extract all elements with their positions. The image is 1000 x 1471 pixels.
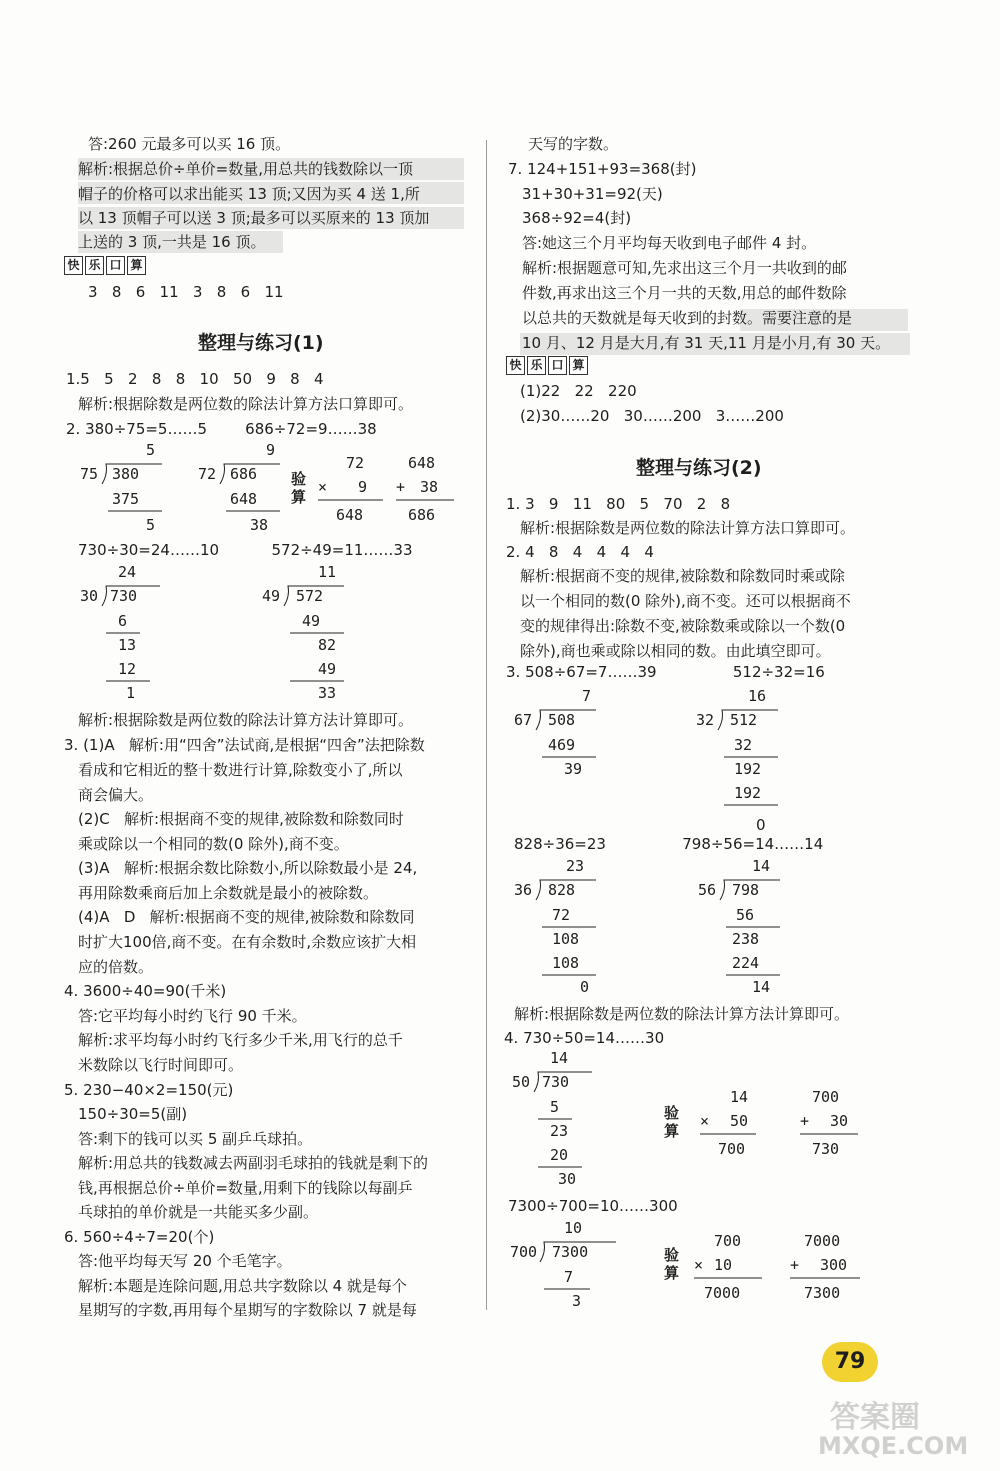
svg-text:375: 375 bbox=[112, 490, 140, 508]
section-title: 整理与练习(1) bbox=[198, 332, 324, 354]
svg-text:730: 730 bbox=[110, 587, 138, 605]
q3-item: (3)A 解析:根据余数比除数小,所以除数最小是 24, bbox=[78, 859, 418, 877]
analysis-line: 乓球拍的单价就是一共能买多少副。 bbox=[78, 1203, 319, 1221]
q3-item: 应的倍数。 bbox=[78, 958, 154, 976]
svg-text:82: 82 bbox=[318, 636, 337, 654]
analysis-line: 10 月、12 月是大月,有 31 天,11 月是小月,有 30 天。 bbox=[522, 334, 891, 352]
verify-addition bbox=[790, 1228, 870, 1308]
svg-text:×: × bbox=[700, 1112, 710, 1130]
kuaile-kousuan-badge bbox=[64, 256, 146, 275]
svg-text:730: 730 bbox=[542, 1073, 570, 1091]
svg-text:32: 32 bbox=[696, 711, 715, 729]
page-number: 79 bbox=[822, 1342, 878, 1382]
svg-text:14: 14 bbox=[752, 978, 771, 996]
svg-text:12: 12 bbox=[118, 660, 137, 678]
svg-text:192: 192 bbox=[734, 760, 762, 778]
svg-text:32: 32 bbox=[734, 736, 753, 754]
svg-text:572: 572 bbox=[296, 587, 324, 605]
svg-text:75: 75 bbox=[80, 465, 99, 483]
badge-char: 算 bbox=[127, 256, 146, 275]
analysis-line: 上送的 3 顶,一共是 16 顶。 bbox=[78, 233, 266, 251]
svg-text:0: 0 bbox=[580, 978, 590, 996]
kuaile-kousuan-badge bbox=[506, 356, 588, 375]
long-division-828-36 bbox=[514, 856, 604, 996]
analysis-line: 解析:根据除数是两位数的除法计算方法口算即可。 bbox=[520, 519, 856, 537]
q3-item: 3. (1)A 解析:用“四舍”法试商,是根据“四舍”法把除数 bbox=[64, 736, 425, 754]
answer-line: 答:260 元最多可以买 16 顶。 bbox=[88, 135, 291, 153]
q3-item: 时扩大100倍,商不变。在有余数时,余数应该扩大相 bbox=[78, 933, 417, 951]
svg-text:14: 14 bbox=[730, 1088, 749, 1106]
p2-answers: 2. 4 8 4 4 4 4 bbox=[506, 543, 654, 561]
analysis-line: 解析:根据总价÷单价=数量,用总共的钱数除以一顶 bbox=[78, 160, 413, 178]
svg-text:38: 38 bbox=[420, 478, 439, 496]
analysis-line: 天写的字数。 bbox=[528, 135, 619, 153]
analysis-line: 解析:根据商不变的规律,被除数和除数同时乘或除 bbox=[520, 567, 845, 585]
long-division-512-32 bbox=[696, 686, 786, 811]
svg-text:108: 108 bbox=[552, 954, 580, 972]
verify-addition bbox=[396, 450, 466, 530]
svg-text:700: 700 bbox=[714, 1232, 742, 1250]
svg-text:10: 10 bbox=[714, 1256, 733, 1274]
analysis-line: 解析:根据题意可知,先求出这三个月一共收到的邮 bbox=[522, 259, 847, 277]
badge-char: 乐 bbox=[527, 356, 546, 375]
svg-text:72: 72 bbox=[198, 465, 217, 483]
q5-equation: 150÷30=5(副) bbox=[78, 1105, 188, 1123]
p3-equations: 3. 508÷67=7……39 512÷32=16 bbox=[506, 663, 825, 681]
analysis-line: 解析:根据除数是两位数的除法计算方法计算即可。 bbox=[514, 1005, 850, 1023]
verify-label: 验算 bbox=[291, 470, 307, 506]
p4-equation: 4. 730÷50=14……30 bbox=[504, 1029, 665, 1047]
badge-char: 算 bbox=[569, 356, 588, 375]
badge-char: 快 bbox=[64, 256, 83, 275]
svg-text:11: 11 bbox=[318, 563, 337, 581]
badge-char: 口 bbox=[548, 356, 567, 375]
long-division-572-49 bbox=[262, 562, 352, 702]
verify-label: 验算 bbox=[664, 1246, 680, 1282]
badge-char: 口 bbox=[106, 256, 125, 275]
svg-text:+: + bbox=[800, 1112, 810, 1130]
watermark-logo: 答案圈 bbox=[830, 1400, 920, 1435]
analysis-line: 星期写的字数,再用每个星期写的字数除以 7 就是每 bbox=[78, 1301, 417, 1319]
svg-text:56: 56 bbox=[736, 906, 755, 924]
watermark-site: MXQE.COM bbox=[818, 1432, 969, 1460]
p1-answers: 1. 3 9 11 80 5 70 2 8 bbox=[506, 495, 731, 513]
svg-text:508: 508 bbox=[548, 711, 576, 729]
analysis-line: 解析:根据除数是两位数的除法计算方法口算即可。 bbox=[78, 395, 414, 413]
svg-text:108: 108 bbox=[552, 930, 580, 948]
svg-text:5: 5 bbox=[550, 1098, 560, 1116]
long-division-730-50 bbox=[512, 1048, 602, 1193]
analysis-line: 以 13 顶帽子可以送 3 顶;最多可以买原来的 13 顶加 bbox=[78, 209, 430, 227]
analysis-line: 除外),商也乘或除以相同的数。由此填空即可。 bbox=[520, 642, 831, 660]
svg-text:+: + bbox=[790, 1256, 800, 1274]
svg-text:7: 7 bbox=[564, 1268, 574, 1286]
svg-text:730: 730 bbox=[812, 1140, 840, 1158]
q3-item: (4)A D 解析:根据商不变的规律,被除数和除数同 bbox=[78, 908, 415, 926]
svg-text:13: 13 bbox=[118, 636, 137, 654]
analysis-line: 以总共的天数就是每天收到的封数。需要注意的是 bbox=[522, 309, 853, 327]
svg-text:10: 10 bbox=[564, 1219, 583, 1237]
svg-text:380: 380 bbox=[112, 465, 140, 483]
q1-answers: 1.5 5 2 8 8 10 50 9 8 4 bbox=[66, 370, 324, 388]
q7-equation: 31+30+31=92(天) bbox=[522, 185, 663, 203]
analysis-line: 帽子的价格可以求出能买 13 顶;又因为买 4 送 1,所 bbox=[78, 185, 420, 203]
svg-text:33: 33 bbox=[318, 684, 337, 702]
svg-text:39: 39 bbox=[564, 760, 583, 778]
svg-text:50: 50 bbox=[730, 1112, 749, 1130]
long-division-508-67 bbox=[514, 686, 604, 786]
svg-text:67: 67 bbox=[514, 711, 533, 729]
svg-text:56: 56 bbox=[698, 881, 717, 899]
verify-multiplication bbox=[700, 1084, 770, 1164]
p3-equations: 828÷36=23 798÷56=14……14 bbox=[514, 835, 824, 853]
svg-text:512: 512 bbox=[730, 711, 758, 729]
svg-text:7: 7 bbox=[582, 687, 592, 705]
q5-equation: 5. 230−40×2=150(元) bbox=[64, 1081, 234, 1099]
q2-equations: 730÷30=24……10 572÷49=11……33 bbox=[78, 541, 413, 559]
svg-text:648: 648 bbox=[408, 454, 436, 472]
svg-text:38: 38 bbox=[250, 516, 269, 534]
answer-line: 答:她这三个月平均每天收到电子邮件 4 封。 bbox=[522, 234, 817, 252]
svg-text:828: 828 bbox=[548, 881, 576, 899]
svg-text:49: 49 bbox=[318, 660, 337, 678]
svg-text:3: 3 bbox=[572, 1292, 582, 1310]
verify-multiplication bbox=[318, 450, 388, 530]
svg-text:20: 20 bbox=[550, 1146, 569, 1164]
svg-text:798: 798 bbox=[732, 881, 760, 899]
section-title: 整理与练习(2) bbox=[636, 457, 762, 479]
svg-text:224: 224 bbox=[732, 954, 760, 972]
badge-char: 快 bbox=[506, 356, 525, 375]
svg-text:49: 49 bbox=[302, 612, 321, 630]
svg-text:5: 5 bbox=[146, 516, 156, 534]
verify-label: 验算 bbox=[664, 1104, 680, 1140]
answer-line: 答:它平均每小时约飞行 90 千米。 bbox=[78, 1007, 307, 1025]
q7-equation: 368÷92=4(封) bbox=[522, 209, 632, 227]
analysis-line: 以一个相同的数(0 除外),商不变。还可以根据商不 bbox=[520, 592, 851, 610]
kousuan-answers: 3 8 6 11 3 8 6 11 bbox=[88, 283, 284, 301]
analysis-line: 件数,再求出这三个月一共的天数,用总的邮件数除 bbox=[522, 284, 847, 302]
q3-item: (2)C 解析:根据商不变的规律,被除数和除数同时 bbox=[78, 810, 404, 828]
verify-multiplication bbox=[694, 1228, 774, 1308]
svg-text:6: 6 bbox=[118, 612, 128, 630]
answer-line: 答:他平均每天写 20 个毛笔字。 bbox=[78, 1252, 292, 1270]
svg-text:9: 9 bbox=[266, 441, 276, 459]
q3-item: 看成和它相近的整十数进行计算,除数变小了,所以 bbox=[78, 761, 403, 779]
svg-text:36: 36 bbox=[514, 881, 533, 899]
svg-text:9: 9 bbox=[358, 478, 368, 496]
svg-text:23: 23 bbox=[550, 1122, 569, 1140]
svg-text:24: 24 bbox=[118, 563, 137, 581]
q4-equation: 4. 3600÷40=90(千米) bbox=[64, 982, 227, 1000]
svg-text:72: 72 bbox=[552, 906, 571, 924]
q6-equation: 6. 560÷4÷7=20(个) bbox=[64, 1228, 215, 1246]
svg-text:14: 14 bbox=[550, 1049, 569, 1067]
column-divider bbox=[486, 140, 487, 1310]
svg-text:30: 30 bbox=[830, 1112, 849, 1130]
long-division-7300-700 bbox=[510, 1218, 620, 1318]
svg-text:700: 700 bbox=[812, 1088, 840, 1106]
analysis-line: 解析:根据除数是两位数的除法计算方法计算即可。 bbox=[78, 711, 414, 729]
analysis-line: 解析:求平均每小时约飞行多少千米,用飞行的总千 bbox=[78, 1031, 403, 1049]
svg-text:×: × bbox=[318, 478, 328, 496]
svg-text:686: 686 bbox=[408, 506, 436, 524]
q3-item: 商会偏大。 bbox=[78, 786, 154, 804]
svg-text:7300: 7300 bbox=[552, 1243, 589, 1261]
svg-text:192: 192 bbox=[734, 784, 762, 802]
svg-text:30: 30 bbox=[558, 1170, 577, 1188]
analysis-line: 米数除以飞行时间即可。 bbox=[78, 1056, 244, 1074]
svg-text:16: 16 bbox=[748, 687, 767, 705]
long-division-798-56 bbox=[698, 856, 788, 996]
analysis-line: 解析:用总共的钱数减去两副羽毛球拍的钱就是剩下的 bbox=[78, 1154, 429, 1172]
analysis-line: 解析:本题是连除问题,用总共字数除以 4 就是每个 bbox=[78, 1277, 407, 1295]
svg-text:50: 50 bbox=[512, 1073, 531, 1091]
svg-text:300: 300 bbox=[820, 1256, 848, 1274]
svg-text:72: 72 bbox=[346, 454, 365, 472]
svg-text:700: 700 bbox=[718, 1140, 746, 1158]
svg-text:648: 648 bbox=[230, 490, 258, 508]
svg-text:7000: 7000 bbox=[804, 1232, 841, 1250]
svg-text:30: 30 bbox=[80, 587, 99, 605]
q3-item: 乘或除以一个相同的数(0 除外),商不变。 bbox=[78, 835, 349, 853]
svg-text:×: × bbox=[694, 1256, 704, 1274]
p4-equation: 7300÷700=10……300 bbox=[508, 1197, 678, 1215]
svg-text:686: 686 bbox=[230, 465, 258, 483]
verify-addition bbox=[800, 1084, 870, 1164]
remainder-zero: 0 bbox=[756, 816, 766, 834]
svg-text:7000: 7000 bbox=[704, 1284, 741, 1302]
analysis-line: 钱,再根据总价÷单价=数量,用剩下的钱除以每副乒 bbox=[78, 1179, 413, 1197]
svg-text:14: 14 bbox=[752, 857, 771, 875]
q3-item: 再用除数乘商后加上余数就是最小的被除数。 bbox=[78, 884, 379, 902]
svg-text:5: 5 bbox=[146, 441, 156, 459]
q2-equations: 2. 380÷75=5……5 686÷72=9……38 bbox=[66, 420, 377, 438]
svg-text:49: 49 bbox=[262, 587, 281, 605]
answer-line: 答:剩下的钱可以买 5 副乒乓球拍。 bbox=[78, 1130, 313, 1148]
analysis-line: 变的规律得出:除数不变,被除数乘或除以一个数(0 bbox=[520, 617, 846, 635]
long-division-686-72 bbox=[198, 440, 288, 540]
q7-equation: 7. 124+151+93=368(封) bbox=[508, 160, 697, 178]
svg-text:23: 23 bbox=[566, 857, 585, 875]
svg-text:469: 469 bbox=[548, 736, 576, 754]
svg-text:700: 700 bbox=[510, 1243, 538, 1261]
long-division-380-75 bbox=[80, 440, 170, 540]
svg-text:648: 648 bbox=[336, 506, 364, 524]
svg-text:7300: 7300 bbox=[804, 1284, 841, 1302]
svg-text:+: + bbox=[396, 478, 406, 496]
kousuan-answers: (1)22 22 220 bbox=[520, 382, 637, 400]
svg-text:1: 1 bbox=[126, 684, 136, 702]
svg-text:238: 238 bbox=[732, 930, 760, 948]
long-division-730-30 bbox=[80, 562, 170, 702]
badge-char: 乐 bbox=[85, 256, 104, 275]
kousuan-answers: (2)30……20 30……200 3……200 bbox=[520, 407, 784, 425]
